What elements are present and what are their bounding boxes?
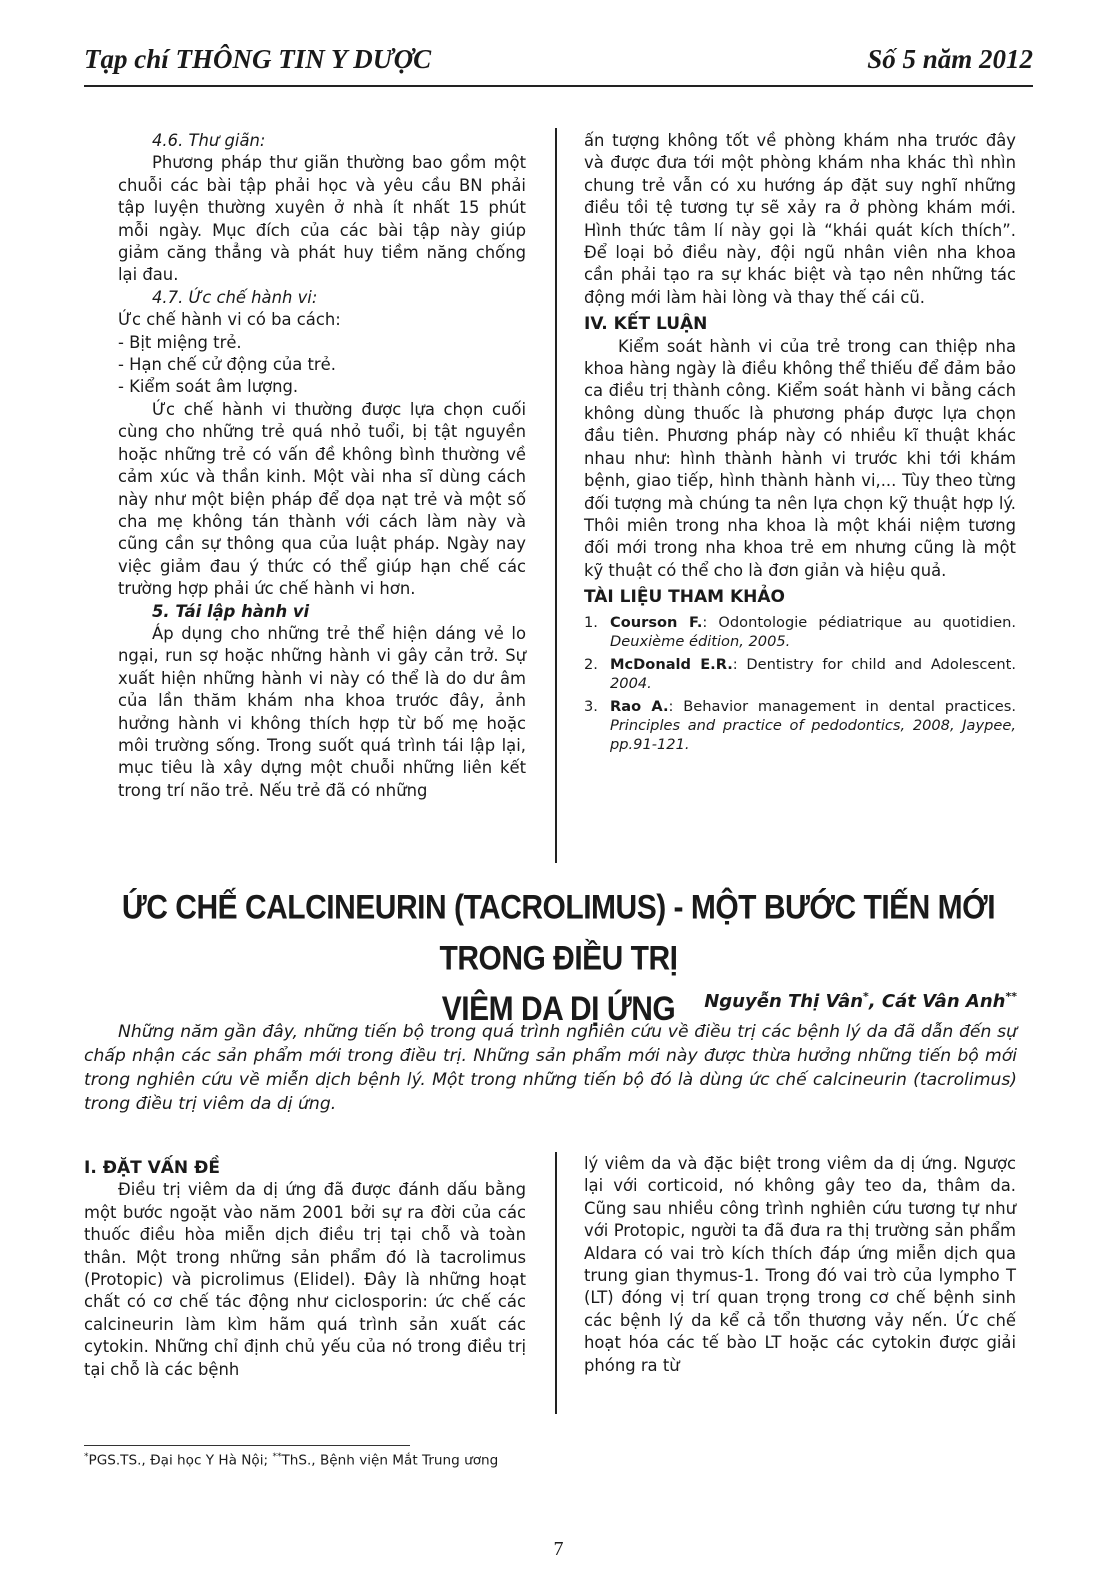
section-1-paragraph: Điều trị viêm da dị ứng đã được đánh dấu bằng một bước ngoặt vào năm 2001 bởi sự ra đời của các thuốc điều hòa miễn dịch điều trị tại chỗ và toàn thân. Một trong những sản phẩm đó là tacrolimus (Protopic) và picrolimus (Elidel). Đây là những hoạt chất có cơ chế tác động như ciclosporin: ức chế các calcineurin làm kìm hãm quá trình sản xuất các cytokin. Những chỉ định chủ yếu của nó trong điều trị tại chỗ là các bệnh (84, 1180, 526, 1379)
column-divider (555, 1152, 557, 1414)
section-5-heading: 5. Tái lập hành vi (152, 601, 310, 621)
references-list (584, 613, 1016, 754)
journal-title: Tạp chí THÔNG TIN Y DƯỢC (84, 44, 432, 74)
section-1-paragraph-continued: lý viêm da và đặc biệt trong viêm da dị ứng. Ngược lại với corticoid, nó không gây teo da, thâm da. Cũng sau nhiều công trình nghiên cứu tương tự như với Protopic, người ta đã đưa ra thị trường sản phẩm Aldara có vai trò kích thích đáp ứng miễn dịch qua trung gian thymus-1. Trong đó vai trò của lympho T (LT) đóng vị trí quan trọng trong cơ chế bệnh sinh các bệnh lý da kể cả tổn thương vảy nến. Ức chế hoạt hóa các tế bào LT hoặc các cytokin được giải phóng ra từ (584, 1154, 1016, 1375)
reference-author: Rao A. (610, 697, 669, 715)
list-intro: Ức chế hành vi có ba cách: (118, 310, 341, 330)
reference-item: 3. Rao A.: Behavior management in dental practices. Principles and practice of pedodontics, 2008, Jaypee, pp.91-121. (584, 697, 1016, 753)
paragraph-4-6: Phương pháp thư giãn thường bao gồm một chuỗi các bài tập phải học và yêu cầu BN phải tập luyện thường xuyên ở nhà ít nhất 15 phút mỗi ngày. Mục đích của các bài tập này giúp giảm căng thẳng và phát huy tiềm năng chống lại đau. (118, 153, 526, 285)
footnote: *PGS.TS., Đại học Y Hà Nội; **ThS., Bệnh viện Mắt Trung ương (84, 1452, 499, 1469)
paragraph-5: Áp dụng cho những trẻ thể hiện dáng vẻ lo ngại, run sợ hoặc những hành vi gây cản trở. Sự xuất hiện những hành vi này có thể là do dư âm của lần thăm khám nha khoa trước đây, ảnh hưởng hành vi không thích hợp từ bố mẹ hoặc môi trường sống. Trong suốt quá trình tái lập lại, mục tiêu là xây dựng một chuỗi những liên kết trong trí não trẻ. Nếu trẻ đã có những (118, 623, 526, 800)
list-item: - Kiểm soát âm lượng. (118, 377, 299, 397)
article-abstract: Những năm gần đây, những tiến bộ trong quá trình nghiên cứu về điều trị các bệnh lý da đã dẫn đến sự chấp nhận các sản phẩm mới trong điều trị. Những sản phẩm mới này được thừa hưởng những tiến bộ mới trong nghiên cứu về miễn dịch bệnh lý. Một trong những tiến bộ đó là dùng ức chế calcineurin (tacrolimus) trong điều trị viêm da dị ứng. (84, 1022, 1017, 1114)
article-authors: Nguyễn Thị Vân*, Cát Vân Anh** (704, 990, 1017, 1012)
footnote-rule (84, 1445, 410, 1446)
header-rule (84, 85, 1033, 87)
conclusion-paragraph: Kiểm soát hành vi của trẻ trong can thiệp nha khoa hàng ngày là điều không thể thiếu để đảm bảo ca điều trị thành công. Kiểm soát hành vi bằng cách không dùng thuốc là phương pháp được lựa chọn đầu tiên. Phương pháp này có nhiều kĩ thuật khác nhau như: hình thành hành vi trước khi tới khám bệnh, giao tiếp, hình thành hành vi,... Tùy theo từng đối tượng mà chúng ta nên lựa chọn kỹ thuật hợp lý. Thôi miên trong nha khoa là một khái niệm tương đối mới trong nha khoa trẻ em nhưng cũng là một kỹ thuật có thể cho là đơn giản và hiệu quả. (584, 336, 1016, 580)
article-title: ỨC CHẾ CALCINEURIN (TACROLIMUS) - MỘT BƯỚC TIẾN MỚI TRONG ĐIỀU TRỊ VIÊM DA DỊ ỨNG (121, 888, 996, 1028)
article1-left-column (118, 130, 526, 802)
subheading-4-6: 4.6. Thư giãn: (152, 131, 266, 150)
list-item: - Hạn chế cử động của trẻ. (118, 355, 336, 375)
reference-item: 1. Courson F.: Odontologie pédiatrique au quotidien. Deuxième édition, 2005. (584, 613, 1016, 650)
article1-right-column (584, 130, 1016, 758)
paragraph-continued: ấn tượng không tốt về phòng khám nha trước đây và được đưa tới một phòng khám nha khác thì nhìn chung trẻ vẫn có xu hướng áp đặt suy nghĩ những điều tồi tệ tương tự sẽ xảy ra ở phòng khám mới. Hình thức tâm lí này gọi là “khái quát kích thích”. Để loại bỏ điều này, đội ngũ nhân viên nha khoa cần phải tạo ra sự khác biệt và tạo nên những tác động mới làm hài lòng và thay thế cái cũ. (584, 131, 1016, 307)
page-number: 7 (553, 1538, 564, 1560)
reference-author: Courson F. (610, 613, 703, 631)
subheading-4-7: 4.7. Ức chế hành vi: (152, 287, 318, 307)
references-heading: TÀI LIỆU THAM KHẢO (584, 587, 785, 608)
paragraph-4-7: Ức chế hành vi thường được lựa chọn cuối cùng cho những trẻ quá nhỏ tuổi, bị tật nguyền hoặc những trẻ có vấn đề không bình thường về cảm xúc và thần kinh. Một vài nha sĩ dùng cách này như một biện pháp để dọa nạt trẻ và một số cha mẹ không tán thành với cách làm này và cũng cần sự thông qua của luật pháp. Ngày nay việc giảm đau ý thức có thể giúp hạn chế các trường hợp phải ức chế hành vi hơn. (118, 399, 526, 599)
section-1-heading: I. ĐẶT VẤN ĐỀ (84, 1158, 220, 1178)
list-item: - Bịt miệng trẻ. (118, 332, 242, 352)
column-divider (555, 128, 557, 863)
article2-left-column (84, 1153, 526, 1381)
reference-item: 2. McDonald E.R.: Dentistry for child and Adolescent. 2004. (584, 655, 1016, 692)
issue-label: Số 5 năm 2012 (867, 44, 1033, 74)
conclusion-heading: IV. KẾT LUẬN (584, 314, 708, 335)
reference-author: McDonald E.R. (610, 655, 733, 673)
article2-right-column (584, 1153, 1016, 1377)
page-header (84, 38, 1033, 82)
